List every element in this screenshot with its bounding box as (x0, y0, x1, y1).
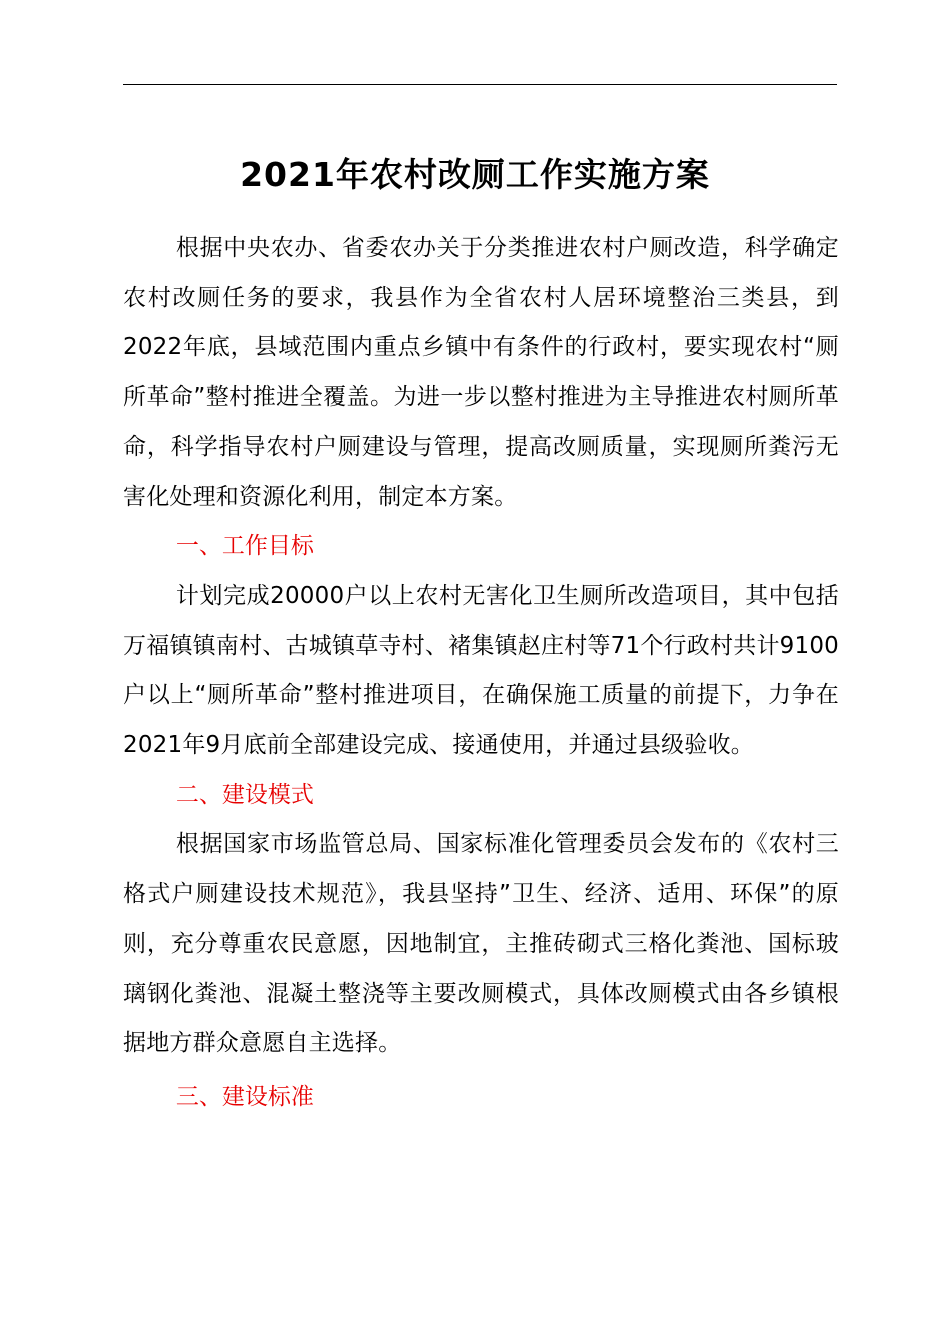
intro-paragraph: 根据中央农办、省委农办关于分类推进农村户厕改造，科学确定农村改厕任务的要求，我县作为全省农村人居环境整治三类县，到2022年底，县域范围内重点乡镇中有条件的行政村，要实现农村“厕所革命”整村推进全覆盖。为进一步以整村推进为主导推进农村厕所革命，科学指导农村户厕建设与管理，提高改厕质量，实现厕所粪污无害化处理和资源化利用，制定本方案。 (123, 235, 839, 510)
document-body (123, 224, 839, 1123)
section-heading-goals: 一、工作目标 (175, 533, 314, 560)
section-body-mode: 根据国家市场监管总局、国家标准化管理委员会发布的《农村三格式户厕建设技术规范》，我县坚持”卫生、经济、适用、环保”的原则，充分尊重农民意愿，因地制宜，主推砖砌式三格化粪池、国标玻璃钢化粪池、混凝土整浇等主要改厕模式，具体改厕模式由各乡镇根据地方群众意愿自主选择。 (123, 831, 839, 1057)
section-body-goals: 计划完成20000户以上农村无害化卫生厕所改造项目，其中包括万福镇镇南村、古城镇草寺村、褚集镇赵庄村等71个行政村共计9100户以上“厕所革命”整村推进项目，在确保施工质量的前提下，力争在2021年9月底前全部建设完成、接通使用，并通过县级验收。 (123, 582, 839, 759)
header-rule (123, 84, 837, 85)
document-title: 2021年农村改厕工作实施方案 (240, 155, 710, 194)
section-heading-mode: 二、建设模式 (175, 781, 314, 808)
section-heading-standard: 三、建设标准 (175, 1083, 314, 1110)
